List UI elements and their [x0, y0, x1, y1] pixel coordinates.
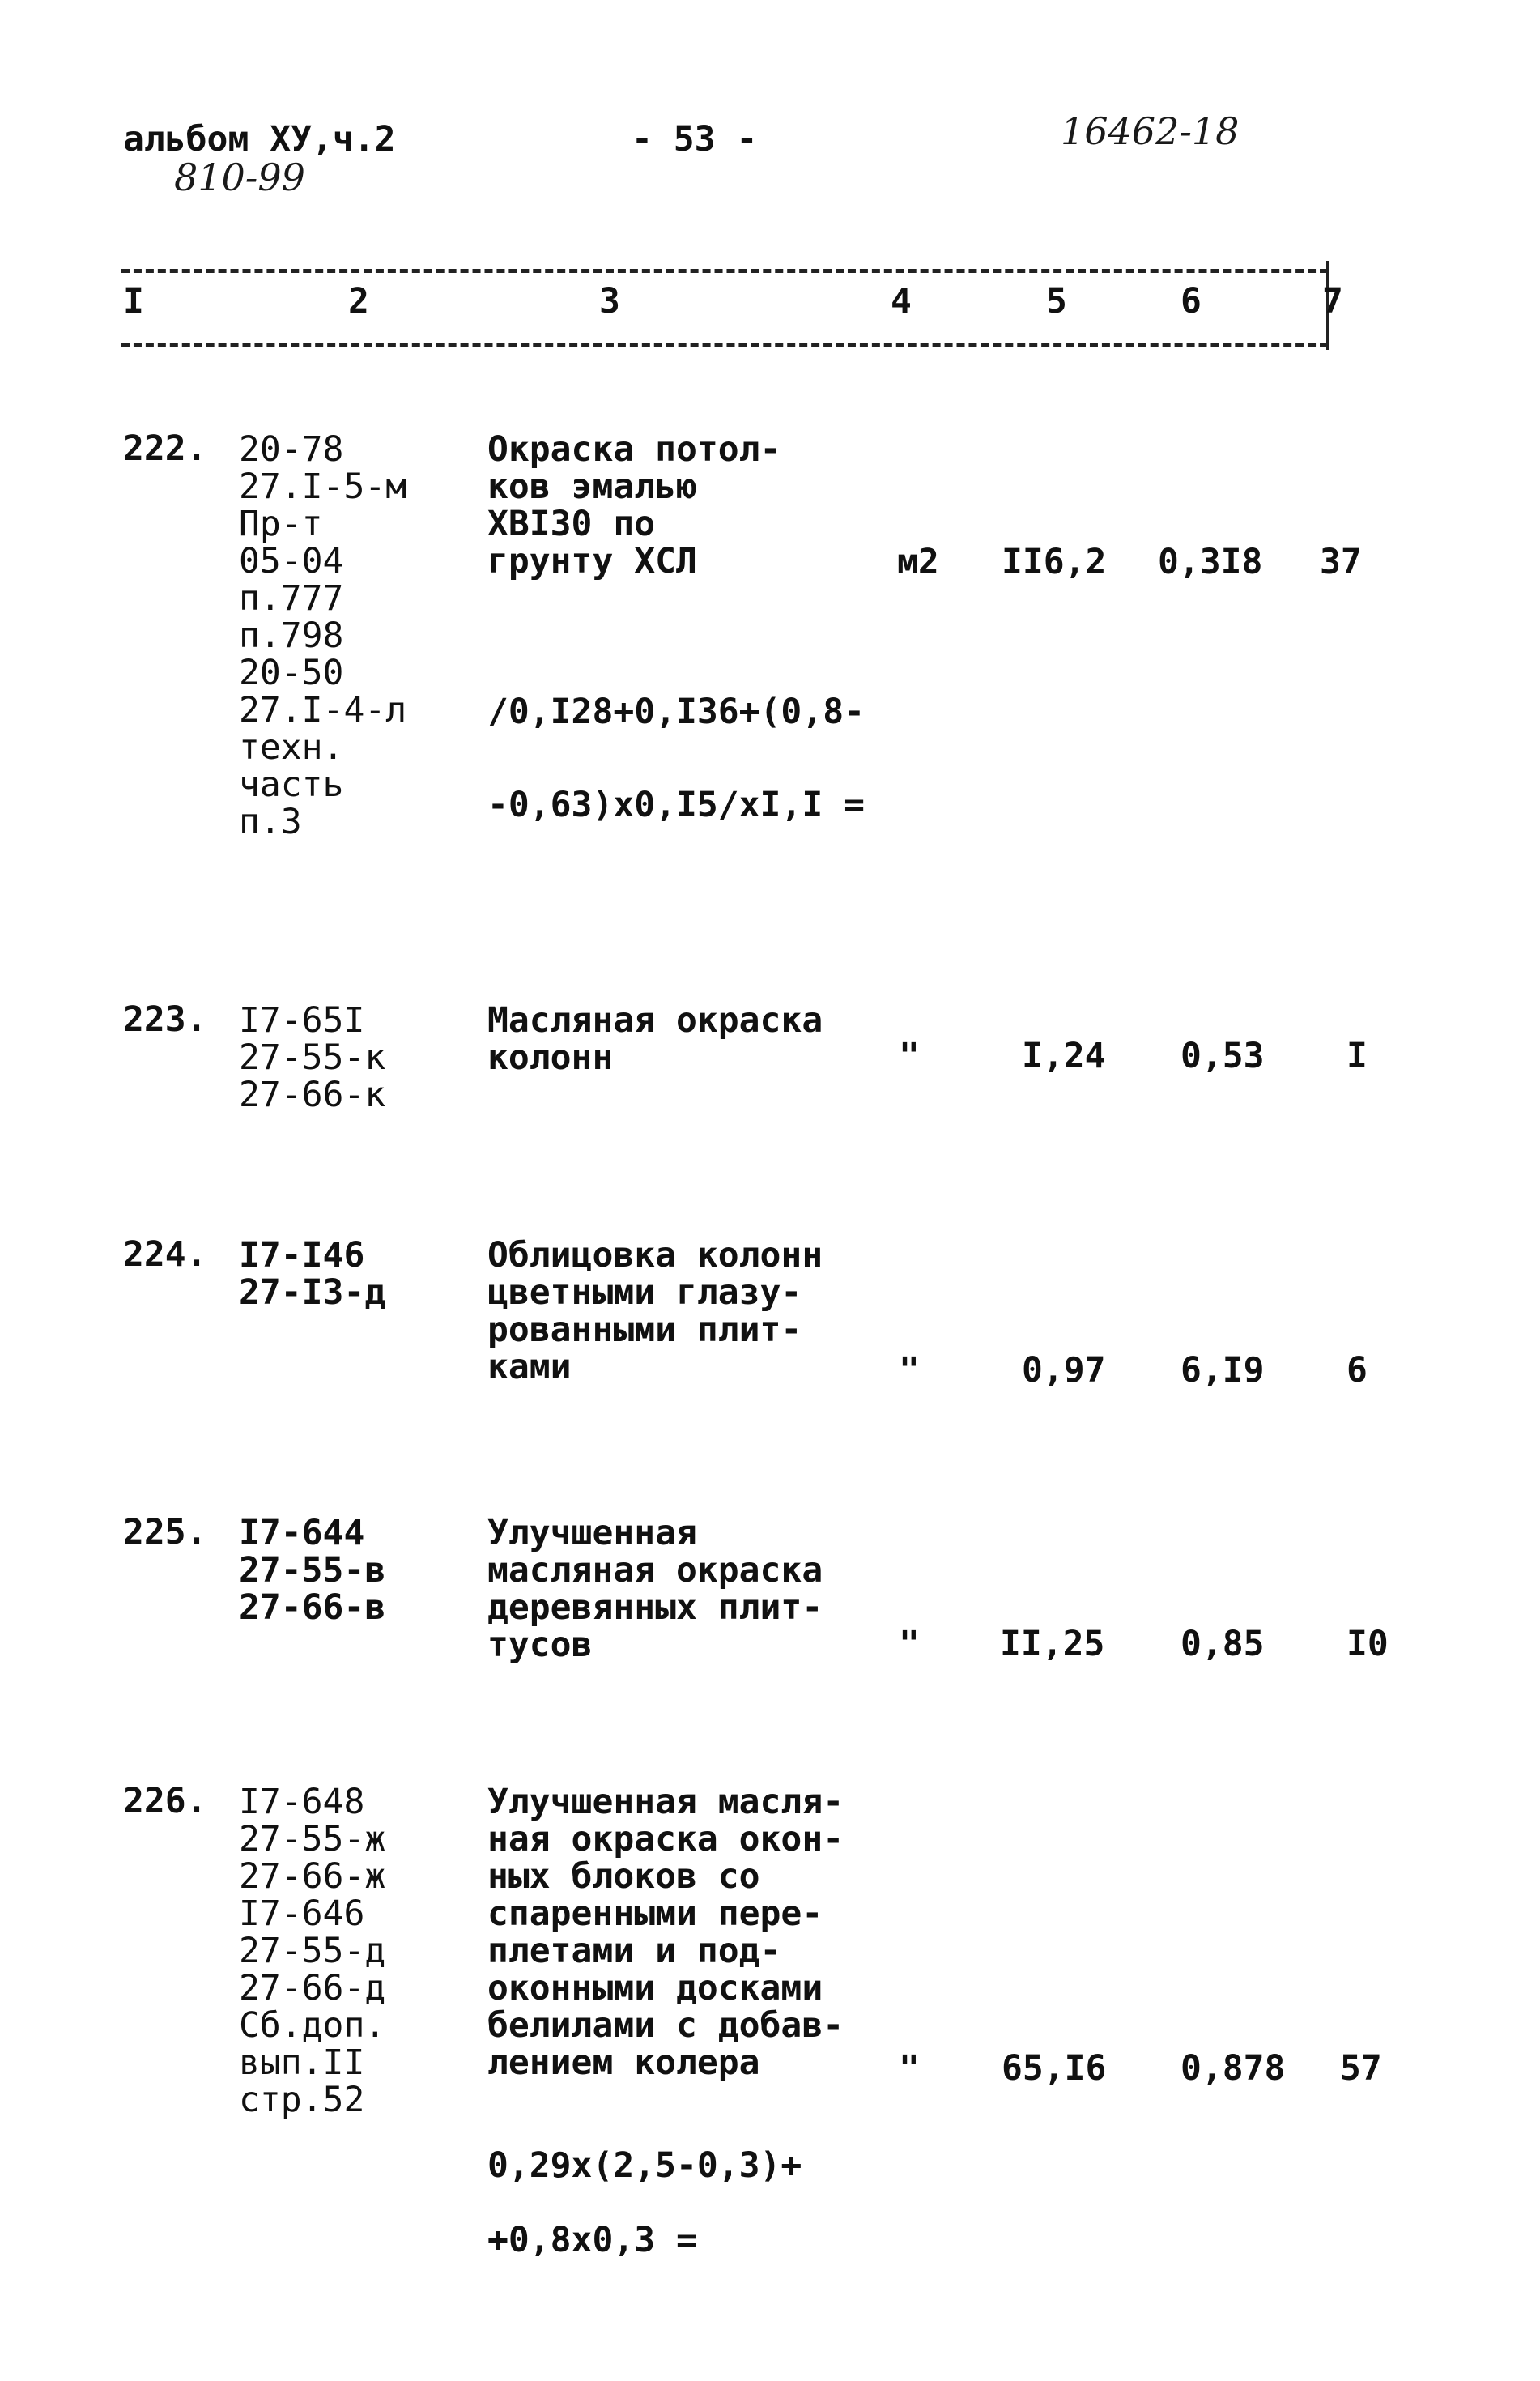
row-unit: м2	[897, 542, 939, 582]
header-bottom-dashed-rule	[121, 343, 1328, 347]
row-description: Масляная окраска колонн	[487, 1000, 823, 1078]
row-unit: "	[899, 1350, 920, 1391]
row-formula-line-1: 0,29х(2,5-0,3)+	[487, 2145, 802, 2186]
row-references: I7-65I 27-55-к 27-66-к	[239, 1000, 386, 1115]
handwritten-note: 810-99	[174, 155, 305, 199]
handwritten-document-number: 16462-18	[1061, 109, 1240, 153]
column-header-7: 7	[1322, 281, 1343, 322]
column-header-3: 3	[599, 281, 620, 322]
row-total: I	[1346, 1036, 1368, 1076]
row-quantity: 0,97	[1022, 1350, 1106, 1391]
row-formula-line-1: /0,I28+0,I36+(0,8-	[487, 692, 865, 732]
row-norm: 0,85	[1181, 1624, 1265, 1664]
row-quantity: I,24	[1022, 1036, 1106, 1076]
row-norm: 6,I9	[1181, 1350, 1265, 1391]
row-references: 20-78 27.I-5-м Пр-т 05-04 п.777 п.798 20-50 27.I-4-л техн. часть п.3	[239, 429, 407, 842]
row-number: 224.	[123, 1234, 207, 1275]
row-references: I7-I46 27-I3-д	[239, 1235, 386, 1313]
album-reference: альбом ХУ,ч.2	[123, 119, 396, 160]
row-norm: 0,53	[1181, 1036, 1265, 1076]
row-description: Окраска потол- ков эмалью ХВI30 по грунту ХСЛ	[487, 429, 781, 581]
column-header-1: I	[123, 281, 144, 322]
row-description: Улучшенная масляная окраска деревянных плит- тусов	[487, 1513, 823, 1665]
column-header-4: 4	[891, 281, 912, 322]
row-unit: "	[899, 1036, 920, 1076]
row-total: I0	[1346, 1624, 1389, 1664]
row-references: I7-648 27-55-ж 27-66-ж I7-646 27-55-д 27-66-д Сб.доп. вып.II стр.52	[239, 1782, 386, 2120]
row-unit: "	[899, 1624, 920, 1664]
row-description: Облицовка колонн цветными глазу- рованными плит- ками	[487, 1235, 823, 1387]
row-number: 226.	[123, 1781, 207, 1821]
row-norm: 0,3I8	[1158, 542, 1263, 582]
row-references: I7-644 27-55-в 27-66-в	[239, 1513, 386, 1628]
column-header-2: 2	[348, 281, 369, 322]
row-total: 57	[1340, 2048, 1382, 2089]
page-number: - 53 -	[632, 119, 758, 160]
row-formula-line-2: -0,63)х0,I5/хI,I =	[487, 785, 865, 825]
row-number: 225.	[123, 1512, 207, 1553]
row-description: Улучшенная масля- ная окраска окон- ных блоков со спаренными пере- плетами и под- оконными досками белилами с добав- лением колера	[487, 1782, 844, 2083]
row-total: 37	[1320, 542, 1362, 582]
header-top-dashed-rule	[121, 269, 1328, 273]
row-unit: "	[899, 2048, 920, 2089]
row-number: 223.	[123, 999, 207, 1040]
row-quantity: II,25	[1000, 1624, 1105, 1664]
row-norm: 0,878	[1181, 2048, 1286, 2089]
row-formula-line-2: +0,8х0,3 =	[487, 2220, 697, 2260]
row-total: 6	[1346, 1350, 1368, 1391]
column-header-5: 5	[1046, 281, 1067, 322]
row-number: 222.	[123, 428, 207, 469]
row-quantity: 65,I6	[1002, 2048, 1107, 2089]
column-header-6: 6	[1181, 281, 1202, 322]
row-quantity: II6,2	[1002, 542, 1107, 582]
